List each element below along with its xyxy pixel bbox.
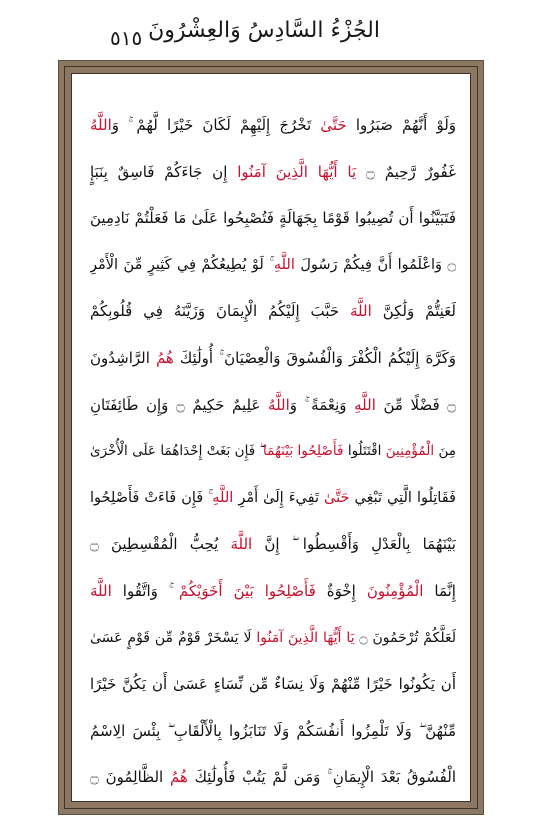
text-segment: بَيْنَهُمَا بِالْعَدْلِ وَأَقْسِطُوا ۖ إِنَّ: [252, 535, 456, 554]
text-line: [90, 335, 456, 382]
highlighted-phrase: هُمُ: [155, 348, 174, 367]
text-panel: [71, 73, 471, 802]
text-segment: الرَّاشِدُونَ: [90, 348, 156, 367]
text-line: [90, 615, 456, 662]
highlighted-phrase: يَا أَيُّهَا الَّذِينَ آمَنُوا: [256, 629, 355, 646]
text-segment: ۚ لَوْ يُطِيعُكُمْ فِي كَثِيرٍ مِّنَ الْأَمْرِ: [90, 256, 274, 273]
highlighted-phrase: حَتَّىٰ: [324, 489, 350, 506]
text-line: [90, 428, 456, 475]
page-header: [0, 0, 550, 56]
text-segment: لَعَلَّكُمْ تُرْحَمُونَ ۝: [354, 629, 456, 646]
text-line: [90, 708, 456, 755]
text-segment: غَفُورٌ رَّحِيمٌ ۝: [356, 162, 456, 181]
text-segment: يُحِبُّ الْمُقْسِطِينَ ۝: [90, 535, 231, 554]
juz-title: الجُزْءُ السَّادِسُ وَالعِشْرُونَ: [148, 18, 380, 43]
text-segment: اقْتَتَلُوا: [343, 443, 386, 460]
text-segment: تَخْرُجَ إِلَيْهِمْ لَكَانَ خَيْرًا لَّهُمْ ۚ وَ: [111, 116, 321, 134]
highlighted-phrase: الْمُؤْمِنِينَ: [385, 443, 435, 460]
quran-text-block: [90, 102, 456, 801]
text-segment: لَعَنِتُّمْ وَلَٰكِنَّ: [371, 302, 456, 321]
text-segment: ۚ فَإِن فَاءَتْ فَأَصْلِحُوا: [90, 489, 213, 506]
text-segment: أَن يَكُونُوا خَيْرًا مِّنْهُمْ وَلَا نِسَاءٌ مِّن نِّسَاءٍ عَسَىٰ أَن يَكُنَّ خَيْرًا: [90, 675, 456, 694]
text-line: [90, 288, 456, 335]
text-segment: وَلَوْ أَنَّهُمْ صَبَرُوا: [346, 116, 456, 134]
text-segment: ۝ وَاعْلَمُوا أَنَّ فِيكُمْ رَسُولَ: [294, 256, 456, 273]
text-segment: إِخْوَةٌ: [315, 581, 367, 600]
text-segment: ۖ فَإِن بَغَتْ إِحْدَاهُمَا عَلَى الْأُخْرَىٰ: [90, 443, 264, 460]
text-line: [90, 382, 456, 429]
highlighted-phrase: الْمُؤْمِنُونَ: [366, 581, 424, 600]
text-segment: الْفُسُوقُ بَعْدَ الْإِيمَانِ ۚ وَمَن لَّمْ يَتُبْ فَأُولَٰئِكَ: [187, 768, 456, 787]
text-line: [90, 242, 456, 289]
text-line: [90, 661, 456, 708]
text-segment: فَقَاتِلُوا الَّتِي تَبْغِي: [349, 489, 456, 506]
text-line: [90, 149, 456, 196]
highlighted-phrase: اللَّهُ: [268, 395, 290, 414]
highlighted-phrase: هُمُ: [169, 768, 188, 787]
highlighted-phrase: اللَّهِ: [212, 489, 234, 506]
highlighted-phrase: يَا أَيُّهَا الَّذِينَ آمَنُوا: [237, 162, 357, 181]
text-segment: حَبَّبَ إِلَيْكُمُ الْإِيمَانَ وَزَيَّنَهُ فِي قُلُوبِكُمْ: [90, 302, 351, 321]
text-line: [90, 754, 456, 801]
text-segment: ۚ وَاتَّقُوا: [111, 581, 179, 600]
highlighted-phrase: فَأَصْلِحُوا بَيْنَ أَخَوَيْكُمْ: [178, 581, 316, 600]
highlighted-phrase: حَتَّىٰ: [320, 116, 347, 134]
text-line: [90, 475, 456, 522]
text-segment: فَتَبَيَّنُوا أَن تُصِيبُوا قَوْمًا بِجَهَالَةٍ فَتُصْبِحُوا عَلَىٰ مَا فَعَلْتُمْ نَادِمِينَ: [90, 209, 456, 228]
text-line: [90, 521, 456, 568]
text-segment: تَفِيءَ إِلَىٰ أَمْرِ: [233, 489, 325, 506]
text-segment: إِنَّمَا: [423, 581, 456, 600]
highlighted-phrase: اللَّهَ: [90, 581, 112, 600]
text-segment: الظَّالِمُونَ ۝: [90, 768, 170, 787]
text-segment: مِنَ: [434, 443, 456, 460]
highlighted-phrase: اللَّهِ: [354, 395, 376, 414]
text-segment: ۝ فَضْلًا مِّنَ: [375, 395, 456, 414]
text-segment: إِن جَاءَكُمْ فَاسِقٌ بِنَبَإٍ: [90, 162, 238, 181]
highlighted-phrase: اللَّهُ: [90, 116, 112, 134]
highlighted-phrase: اللَّهَ: [230, 535, 253, 554]
text-line: [90, 102, 456, 149]
page-frame: [58, 60, 484, 815]
text-segment: عَلِيمٌ حَكِيمٌ ۝ وَإِن طَائِفَتَانِ: [90, 395, 269, 414]
highlighted-phrase: فَأَصْلِحُوا بَيْنَهُمَا: [263, 443, 344, 460]
text-segment: مِّنْهُنَّ ۖ وَلَا تَلْمِزُوا أَنفُسَكُمْ وَلَا تَنَابَزُوا بِالْأَلْقَابِ ۖ بِئْسَ الِاسْمُ: [90, 721, 456, 740]
text-segment: لَا يَسْخَرْ قَوْمٌ مِّن قَوْمٍ عَسَىٰ: [90, 629, 257, 646]
highlighted-phrase: اللَّهَ: [350, 302, 372, 321]
page-number: ٥١٥: [110, 26, 143, 50]
highlighted-phrase: اللَّهِ: [273, 256, 295, 273]
text-segment: وَكَرَّهَ إِلَيْكُمُ الْكُفْرَ وَالْفُسُوقَ وَالْعِصْيَانَ ۚ أُولَٰئِكَ: [173, 348, 456, 367]
text-line: [90, 568, 456, 615]
text-segment: وَنِعْمَةً ۚ وَ: [289, 395, 355, 414]
text-line: [90, 195, 456, 242]
